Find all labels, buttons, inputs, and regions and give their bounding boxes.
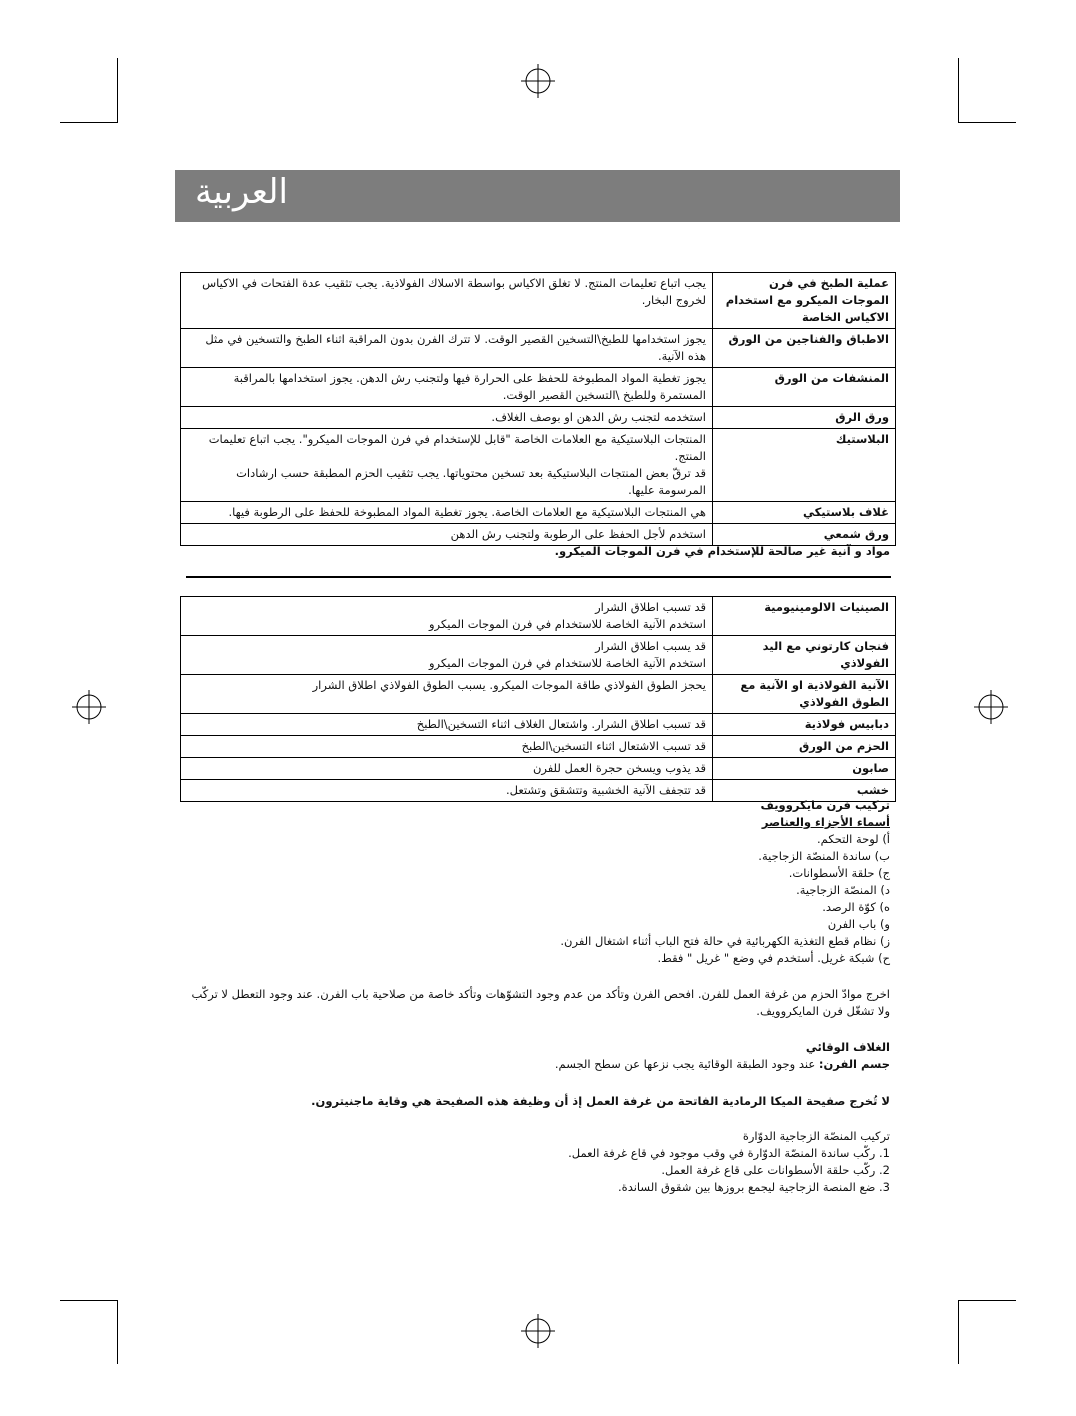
row-key: الصينيات الالومينيومية — [713, 597, 896, 636]
table-row — [181, 736, 896, 758]
crop-mark — [958, 1300, 1016, 1301]
row-value-line: قد تتجفف الآنية الخشبية وتتشقق وتشتعل. — [506, 783, 706, 797]
remove-packaging-text: اخرج موادّ الحزم من غرفة العمل للفرن. افحص الفرن وتأكد من عدم وجود التشوّهات وتأكد خاصة من صلاحية باب الفرن. عند وجود التعطل لا تركّب ولا تشغّل فرن المايكروويف. — [191, 987, 890, 1018]
row-value — [181, 329, 713, 368]
turntable-steps — [185, 1145, 890, 1196]
install-title: تركيب فرن مايكروويف — [760, 798, 890, 812]
row-value — [181, 758, 713, 780]
installation-section — [185, 797, 890, 967]
list-item: د) المنصّة الزجاجية. — [796, 883, 890, 897]
row-key: البلاستيك — [713, 429, 896, 502]
row-value-line: يجوز استخدامها للطبخ\التسخين القصير الوقت. لا تترك الفرن بدون المراقبة اثناء الطبخ والتسخين في مثل هذه الآنية. — [205, 332, 706, 363]
row-value-line: يحجز الطوق الفولاذي طاقة الموجات الميكرو. يسبب الطوق الفولاذي اطلاق الشرار — [312, 678, 706, 692]
list-item — [185, 1162, 890, 1179]
row-value-line: المنتجات البلاستيكية مع العلامات الخاصة "قابل للإستخدام في فرن الموجات الميكرو". يجب اتباع تعليمات المنتج. — [208, 432, 706, 463]
row-key: خشب — [713, 780, 896, 802]
row-value-line: استخدم الآنية الخاصة للاستخدام في فرن الموجات الميكرو — [428, 656, 706, 670]
row-value — [181, 368, 713, 407]
table-row — [181, 597, 896, 636]
language-header — [175, 170, 900, 222]
step-text: ركّب حلقة الأسطوانات على قاع غرفة العمل. — [661, 1163, 876, 1177]
row-key: ورق الرق — [713, 407, 896, 429]
row-value — [181, 597, 713, 636]
row-key: الآنية الفولاذية او الآنية مع الطوق الفولاذي — [713, 675, 896, 714]
body-label: جسم الفرن: — [818, 1057, 890, 1071]
row-key: الاطباق والفناجين من الورق — [713, 329, 896, 368]
table-row — [181, 329, 896, 368]
crop-mark — [958, 1300, 959, 1364]
divider — [186, 576, 891, 578]
step-text: ضع المنصة الزجاجية ليجمع بروزها بين شقوق الساندة. — [618, 1180, 876, 1194]
row-key: فنجان كارتوني مع اليد الفولاذي — [713, 636, 896, 675]
list-item: ح) شبكة غريل. أستخدم في وضع " غريل " فقط. — [657, 951, 890, 965]
table-row — [181, 273, 896, 329]
row-key: غلاف بلاستيكي — [713, 502, 896, 524]
list-item: ب) ساندة المنصّة الزجاجية. — [758, 849, 890, 863]
table-row — [181, 675, 896, 714]
suitable-materials-table — [180, 272, 896, 546]
row-key: دبابيس فولاذية — [713, 714, 896, 736]
row-key: المنشفات من الورق — [713, 368, 896, 407]
registration-mark-icon — [974, 690, 1008, 724]
row-value — [181, 675, 713, 714]
list-item: ج) حلقة الأسطوانات. — [788, 866, 890, 880]
row-value — [181, 429, 713, 502]
row-key: الحزم من الورق — [713, 736, 896, 758]
row-key: صابون — [713, 758, 896, 780]
row-value — [181, 502, 713, 524]
row-value-line: قد تسبب الاشتعال اثناء التسخين\الطبخ — [521, 739, 706, 753]
table-row — [181, 758, 896, 780]
list-item: ه) كوّة الرصد. — [822, 900, 890, 914]
row-key: عملية الطبخ في فرن الموجات الميكرو مع استخدام الاكياس الخاصة — [713, 273, 896, 329]
body-line — [185, 1056, 890, 1073]
row-key: ورق شمعي — [713, 524, 896, 546]
turntable-title: تركيب المنصّة الزجاجية الدوّارة — [742, 1129, 890, 1143]
crop-mark — [117, 58, 118, 122]
row-value-line: قد يذوب ويسخن حجرة العمل للفرن — [532, 761, 706, 775]
registration-mark-icon — [521, 1314, 555, 1348]
row-value-line: قد ترقّ بعض المنتجات البلاستيكية بعد تسخين محتوياتها. يجب تثقيب الحزم المطبقة حسب ارشادات المرسومة عليها. — [236, 466, 706, 497]
crop-mark — [60, 122, 118, 123]
cover-section — [185, 1039, 890, 1073]
row-value-line: يجوز تغطية المواد المطبوخة للحفظ على الحرارة فيها ولتجنب رش الدهن. يجوز استخدامها بالمراقبة المستمرة وللطبخ \التسخين القصير الوقت. — [233, 371, 706, 402]
row-value-line: هي المنتجات البلاستيكية مع العلامات الخاصة. يجوز تغطية المواد المطبوخة للحفظ على الرطوبة فيها. — [228, 505, 706, 519]
crop-mark — [60, 1300, 118, 1301]
table-row — [181, 407, 896, 429]
row-value — [181, 636, 713, 675]
row-value — [181, 714, 713, 736]
list-item — [185, 1179, 890, 1196]
parts-list — [185, 831, 890, 967]
row-value — [181, 273, 713, 329]
row-value-line: استخدم لأجل الحفظ على الرطوبة ولتجنب رش الدهن — [450, 527, 706, 541]
row-value-line: يجب اتباع تعليمات المنتج. لا تغلق الاكياس بواسطة الاسلاك الفولاذية. يجب تثقيب عدة الفتحات في الاكياس لخروج البخار. — [202, 276, 706, 307]
table-row — [181, 429, 896, 502]
parts-title: أسماء الأجزاء والعناصر — [761, 815, 890, 829]
row-value-line: قد تسبب اطلاق الشرار. واشتعال الغلاف اثناء التسخين\الطبخ — [416, 717, 706, 731]
turntable-section — [185, 1128, 890, 1196]
step-number: 1. — [875, 1146, 890, 1160]
row-value — [181, 407, 713, 429]
step-text: ركّب ساندة المنصّة الدوّارة في وقب موجود في قاع غرفة العمل. — [568, 1146, 876, 1160]
row-value-line: استخدم الآنية الخاصة للاستخدام في فرن الموجات الميكرو — [428, 617, 706, 631]
crop-mark — [958, 122, 1016, 123]
table-row — [181, 502, 896, 524]
row-value-line: استخدمه لتجنب رش الدهن او بوصف الغلاف. — [491, 410, 706, 424]
cover-title: الغلاف الوقائي — [805, 1040, 890, 1054]
table-row — [181, 636, 896, 675]
list-item: أ) لوحة التحكم. — [817, 832, 890, 846]
page-title: العربية — [195, 172, 288, 212]
table-row — [181, 714, 896, 736]
list-item: و) باب الفرن — [827, 917, 890, 931]
row-value-line: قد يسبب اطلاق الشرار — [595, 639, 706, 653]
list-item: ز) نظام قطع التغذية الكهربائية في حالة فتح الباب أثناء اشتغال الفرن. — [560, 934, 890, 948]
registration-mark-icon — [521, 64, 555, 98]
crop-mark — [958, 58, 959, 122]
row-value-line: قد تسبب اطلاق الشرار — [595, 600, 706, 614]
step-number: 2. — [875, 1163, 890, 1177]
body-text: عند وجود الطبقة الوقائية يجب نزعها عن سطح الجسم. — [554, 1057, 816, 1071]
table-row — [181, 368, 896, 407]
crop-mark — [117, 1300, 118, 1364]
unsuitable-heading: مواد و آنية غير صالحة للإستخدام في فرن الموجات الميكرو. — [554, 544, 890, 558]
mica-warning: لا تُخرج صفيحة الميكا الرمادية الفاتحة من غرفة العمل إذ أن وظيفة هذه الصفيحة هي وقاية ماجنيترون. — [311, 1094, 890, 1108]
registration-mark-icon — [72, 690, 106, 724]
step-number: 3. — [875, 1180, 890, 1194]
list-item — [185, 1145, 890, 1162]
unsuitable-materials-table — [180, 596, 896, 802]
row-value — [181, 736, 713, 758]
